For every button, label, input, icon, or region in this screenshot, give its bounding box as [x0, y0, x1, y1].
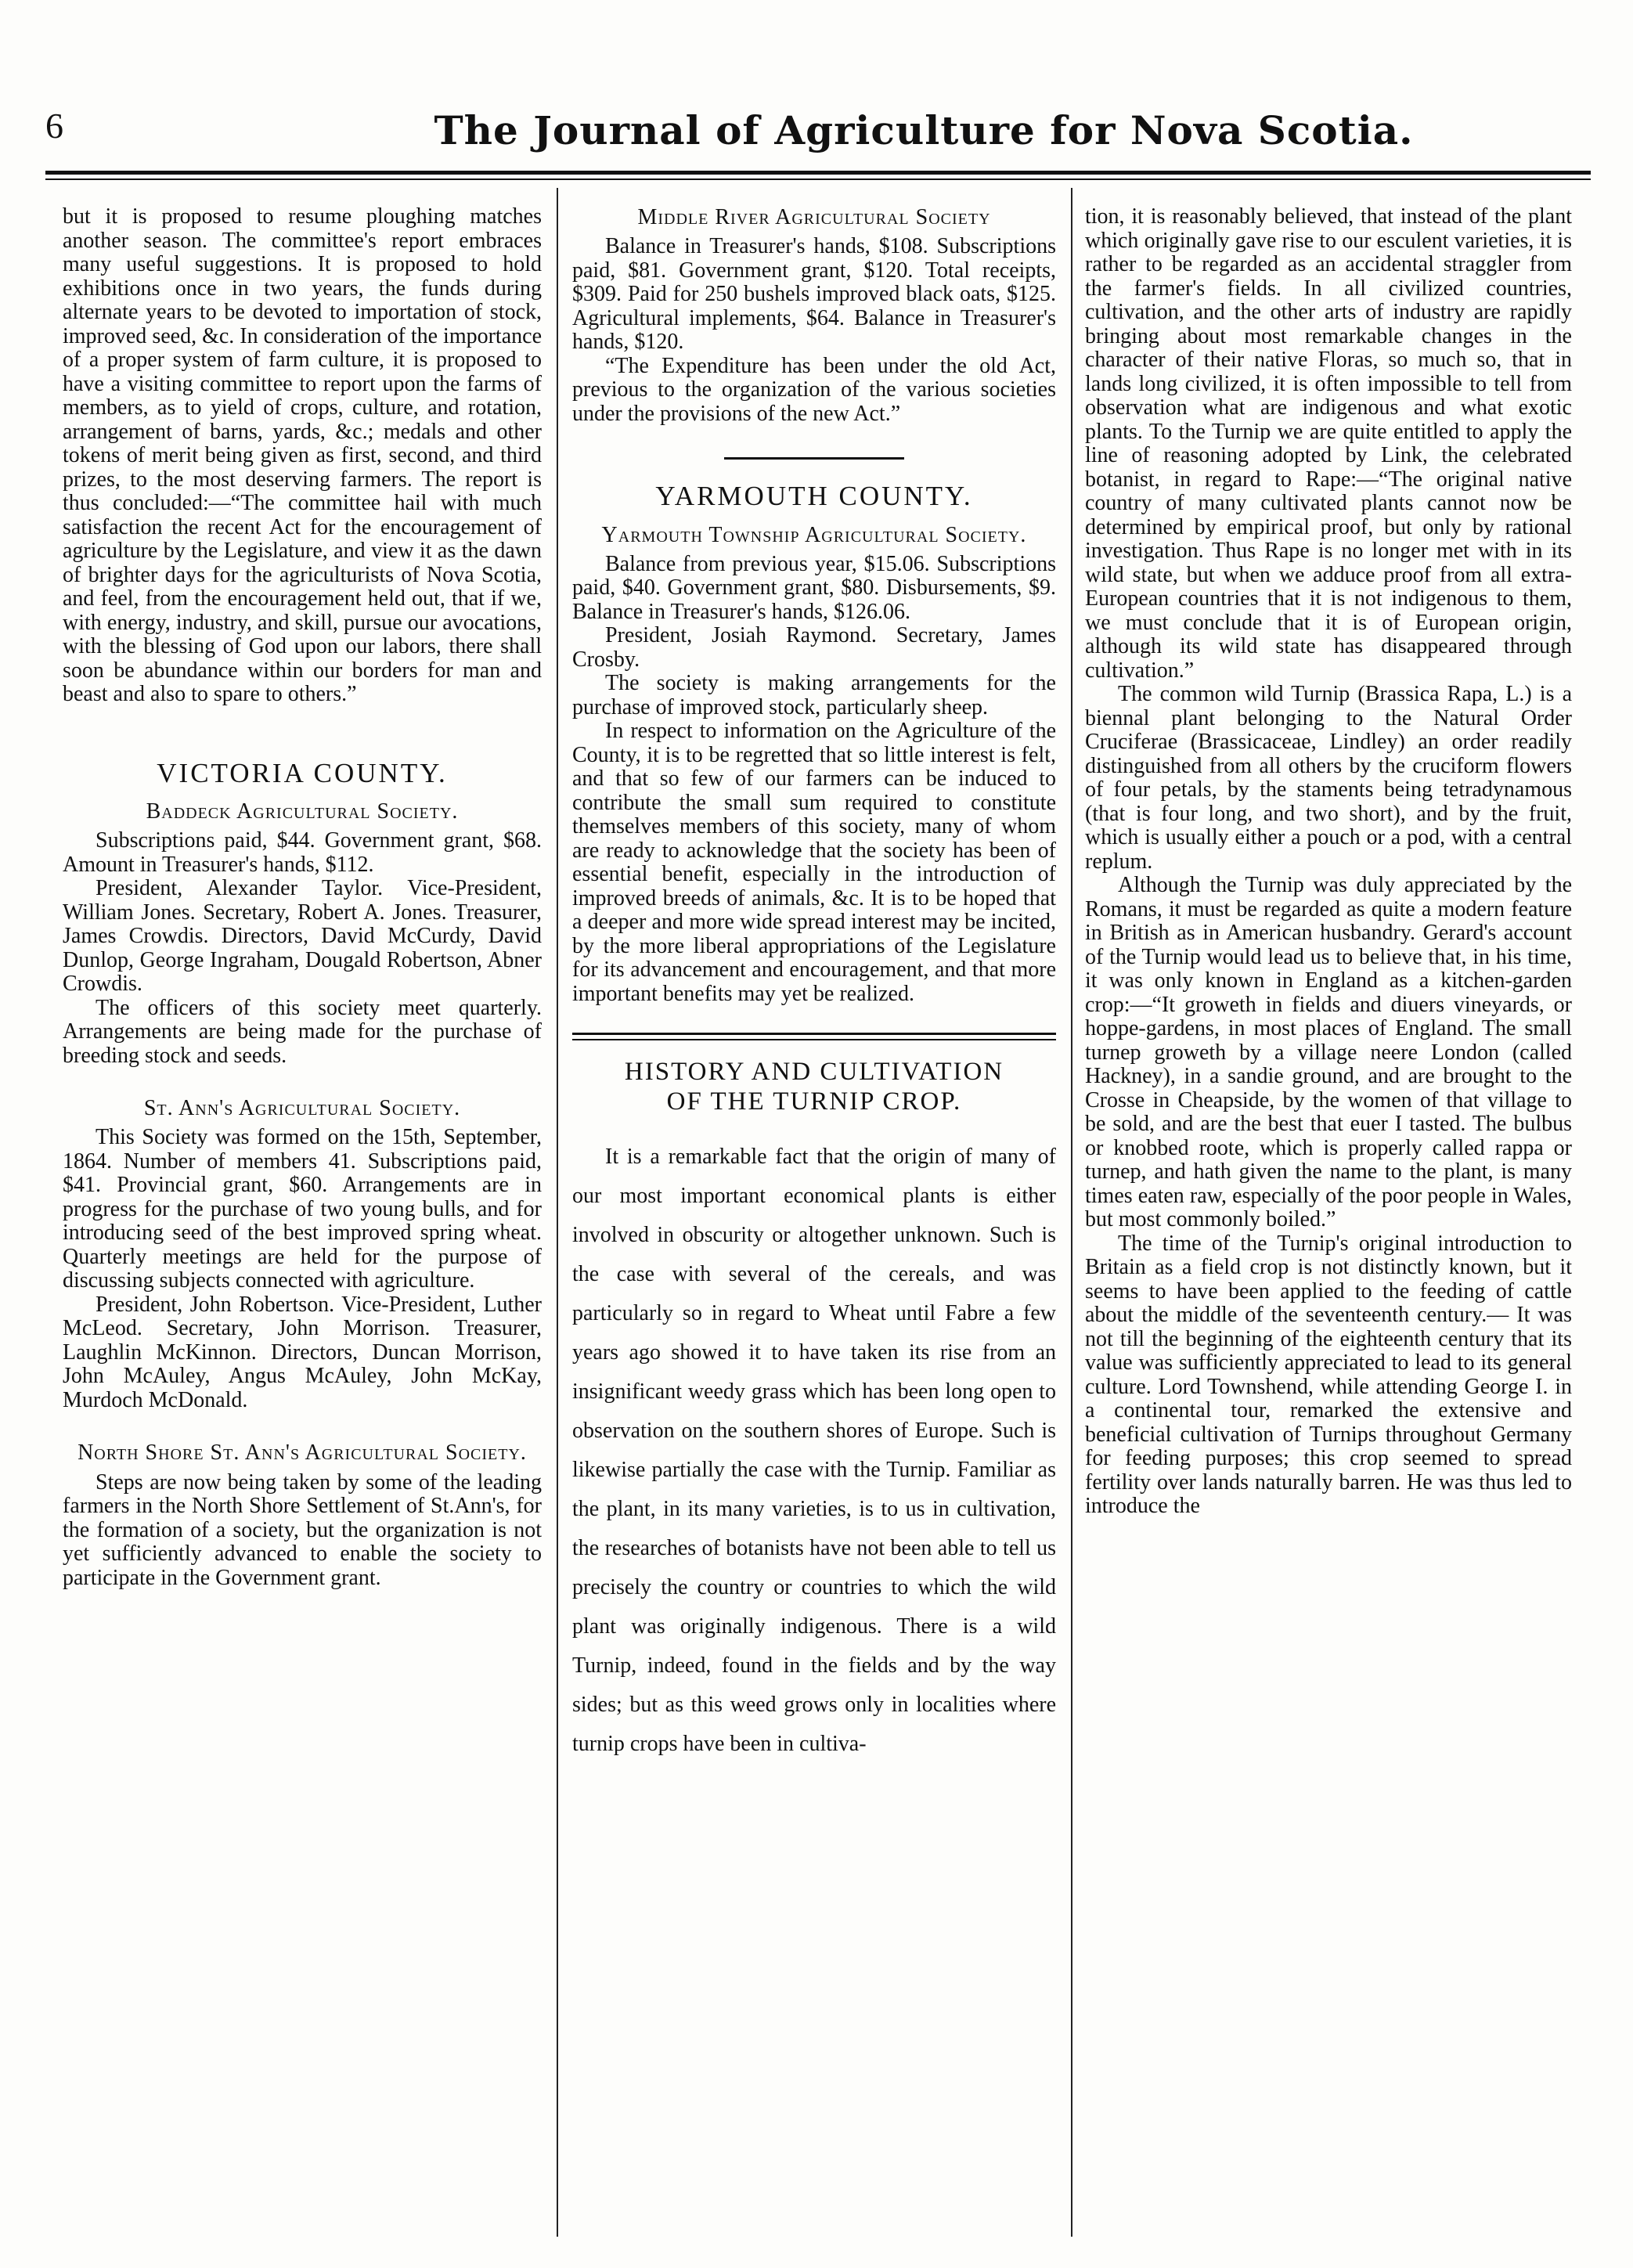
headline-line-1: HISTORY AND CULTIVATION — [624, 1058, 1004, 1087]
article-rule-bottom — [572, 1039, 1056, 1040]
column-2 — [572, 205, 1056, 2237]
baddeck-society-heading: Baddeck Agricultural Society. — [146, 799, 459, 824]
journal-masthead: The Journal of Agriculture for Nova Scotia. — [434, 107, 1414, 153]
baddeck-officers-paragraph: President, Alexander Taylor. Vice-President, William Jones. Secretary, Robert A. Jones. Treasurer, James Crowdis. Directors, David McCurdy, David Dunlop, George Ingraham, Dougald Robertson, Abner Crowdis. — [63, 876, 542, 997]
baddeck-finances-paragraph: Subscriptions paid, $44. Government grant, $68. Amount in Treasurer's hands, $112. — [63, 828, 542, 877]
yarmouth-society-heading: Yarmouth Township Agricultural Society. — [601, 522, 1027, 547]
yarmouth-stock-paragraph: The society is making arrangements for the purchase of improved stock, particularly sheep. — [572, 671, 1056, 719]
north-shore-paragraph: Steps are now being taken by some of the leading farmers in the North Shore Settlement of St.Ann's, for the formation of a society, but the organization is not yet sufficiently advanced to enable the society to participate in the Government grant. — [63, 1469, 542, 1590]
yarmouth-finances-paragraph: Balance from previous year, $15.06. Subscriptions paid, $40. Government grant, $80. Disbursements, $9. Balance in Treasurer's hands, $126.06. — [572, 551, 1056, 624]
committee-report-paragraph: but it is proposed to resume ploughing matches another season. The committee's report embraces many useful suggestions. It is proposed to hold exhibitions once in two years, the funds during alternate years to be devoted to importation of stock, improved seed, &c. In consideration of the importance of a proper system of farm culture, it is proposed to have a visiting committee to report upon the farms of members, as to yield of crops, culture, and rotation, arrangement of barns, yards, &c.; medals and other tokens of merit being given as first, second, and third prizes, to the most deserving farmers. The report is thus concluded:—“The committee hail with much satisfaction the recent Act for the encouragement of agriculture by the Legislature, and view it as the dawn of brighter days for the agriculturists of Nova Scotia, and feel, from the encouragement held out, that if we, with energy, industry, and skill, pursue our avocations, with the blessing of God upon our labors, there shall soon be abundance within our borders for man and beast and also to spare to others.” — [63, 205, 542, 706]
yarmouth-county-heading: YARMOUTH COUNTY. — [655, 481, 973, 512]
column-1 — [63, 205, 542, 2237]
middle-river-society-heading: Middle River Agricultural Society — [637, 205, 991, 229]
yarmouth-officers-paragraph: President, Josiah Raymond. Secretary, James Crosby. — [572, 623, 1056, 672]
column-divider-2 — [1071, 188, 1072, 2237]
st-anns-officers-paragraph: President, John Robertson. Vice-President, Luther McLeod. Secretary, John Morrison. Treasurer, Laughlin McKinnon. Directors, Duncan Morrison, John McAuley, Angus McAuley, John McKay, Murdoch McDonald. — [63, 1292, 542, 1412]
turnip-article-headline — [572, 1058, 1056, 1117]
turnip-origin-paragraph: It is a remarkable fact that the origin of many of our most important economical plants is either involved in obscurity or altogether unknown. Such is the case with several of the cereals, and was particularly so in regard to Wheat until Fabre a few years ago showed it to have taken its rise from an insignificant weedy grass which has been long open to observation on the southern shores of Europe. Such is likewise partially the case with the Turnip. Familiar as the plant, in its many varieties, is to us in cultivation, the researches of botanists have not been able to tell us precisely the country or countries to which the wild plant was originally indigenous. There is a wild Turnip, indeed, found in the fields and by the way sides; but as this weed grows only in localities where turnip crops have been in cultiva- — [572, 1145, 1056, 1757]
turnip-introduction-paragraph: The time of the Turnip's original introduction to Britain as a field crop is not distinctly known, but it seems to have been applied to the feeding of cattle about the middle of the seventeenth century.— It was not till the beginning of the eighteenth century that its value was sufficiently appreciated to lead to its general culture. Lord Townshend, while attending George I. in a continental tour, remarked the extensive and beneficial cultivation of Turnips throughout Germany for feeding purposes; this crop seemed to spread fertility over lands naturally barren. He was thus led to introduce the — [1085, 1231, 1572, 1518]
yarmouth-interest-paragraph: In respect to information on the Agriculture of the County, it is to be regretted that so little interest is felt, and that so few of our farmers can be induced to contribute the small sum required to constitute themselves members of this society, many of whom are ready to acknowledge that the society has been of essential benefit, especially in the introduction of improved breeds of animals, &c. It is to be hoped that a deeper and more wide spread interest may be incited, by the more liberal appropriations of the Legislature for its advancement and encouragement, and that more important benefits may yet be realized. — [572, 719, 1056, 1006]
st-anns-formation-paragraph: This Society was formed on the 15th, September, 1864. Number of members 41. Subscriptions paid, $41. Provincial grant, $60. Arrangements are in progress for the purchase of two young bulls, and for introducing seed of the best improved spring wheat. Quarterly meetings are held for the purpose of discussing subjects connected with agriculture. — [63, 1125, 542, 1293]
article-rule-top — [572, 1033, 1056, 1035]
st-anns-society-heading: St. Ann's Agricultural Society. — [143, 1096, 461, 1121]
turnip-botany-paragraph: The common wild Turnip (Brassica Rapa, L.) is a biennal plant belonging to the Natural Order Cruciferae (Brassicaceae, Lindley) an order readily distinguished from all others by the cruciform flowers of four petals, by the staments being tetradynamous (that is four long, and two short), and by the fruit, which is usually either a pouch or a pod, with a central replum. — [1085, 682, 1572, 874]
middle-river-finances-paragraph: Balance in Treasurer's hands, $108. Subscriptions paid, $81. Government grant, $120. Total receipts, $309. Paid for 250 bushels improved black oats, $125. Agricultural implements, $64. Balance in Treasurer's hands, $120. — [572, 234, 1056, 355]
section-divider-rule — [724, 457, 904, 460]
baddeck-meetings-paragraph: The officers of this society meet quarterly. Arrangements are being made for the purchase of breeding stock and seeds. — [63, 995, 542, 1068]
victoria-county-heading: VICTORIA COUNTY. — [157, 757, 448, 788]
column-3 — [1085, 205, 1572, 2237]
turnip-wild-plant-paragraph: tion, it is reasonably believed, that instead of the plant which originally gave rise to our esculent varieties, it is rather to be regarded as an accidental straggler from the farmer's fields. In all civilized countries, cultivation, and the other arts of industry are rapidly bringing about most remarkable changes in the character of their native Floras, so much so, that in lands long civilized, it is often impossible to tell from observation what are indigenous and what exotic plants. To the Turnip we are quite entitled to apply the line of reasoning adopted by Link, the celebrated botanist, in regard to Rape:—“The original native country of many cultivated plants cannot now be determined by empirical proof, but only by rational investigation. Thus Rape is no longer met with in its wild state, but when we adduce proof from all extra-European countries that it is not indigenous to them, we must conclude that it is of European origin, although its wild state has disappeared through cultivation.” — [1085, 205, 1572, 683]
turnip-history-paragraph: Although the Turnip was duly appreciated by the Romans, it must be regarded as quite a modern feature in British as in American husbandry. Gerard's account of the Turnip would lead us to believe that, in his time, it was only known in England as a kitchen-garden crop:—“It groweth in fields and diuers vineyards, or hoppe-gardens, in most places of England. The small turnep groweth by a village neere London (called Hackney), in a sandie ground, and are brought to the Crosse in Cheapside, by the women of that village to be sold, and are the best that euer I tasted. The bulbus or knobbed roote, which is properly called rappa or turnep, and hath given the name to the plant, is many times eaten raw, especially of the poor people in Wales, but most commonly boiled.” — [1085, 873, 1572, 1231]
north-shore-society-heading: North Shore St. Ann's Agricultural Society. — [78, 1440, 527, 1466]
page-number: 6 — [45, 106, 63, 146]
header-rule-thick — [45, 171, 1591, 175]
headline-line-2: OF THE TURNIP CROP. — [666, 1087, 962, 1116]
middle-river-note-paragraph: “The Expenditure has been under the old Act, previous to the organization of the various societies under the provisions of the new Act.” — [572, 353, 1056, 426]
header-rule-thin — [45, 178, 1591, 180]
column-divider-1 — [557, 188, 558, 2237]
